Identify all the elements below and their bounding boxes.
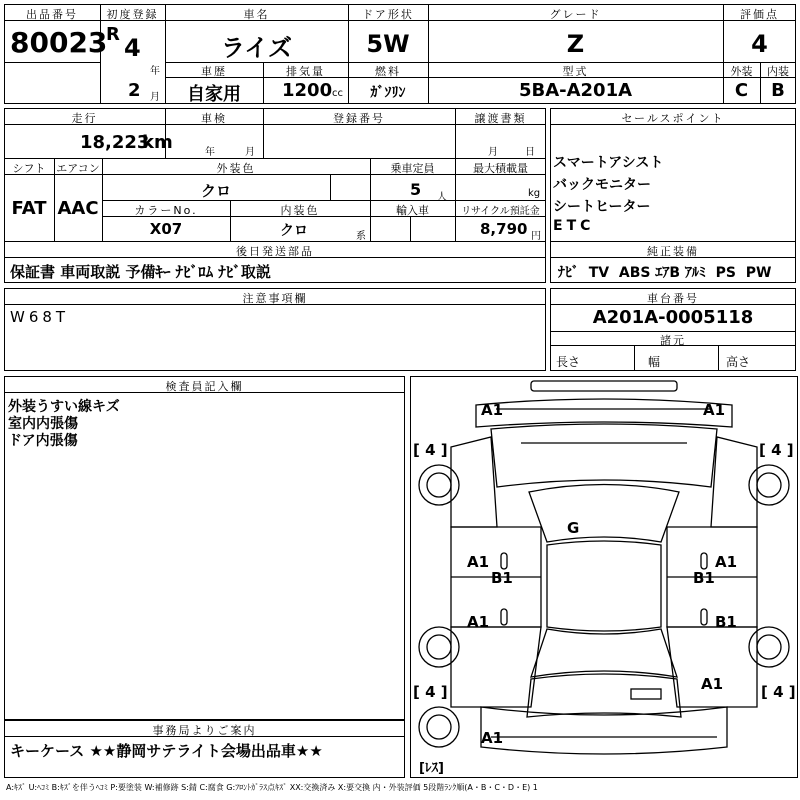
damage-mark: A1 [481, 401, 504, 419]
score-label: 評価点 [740, 8, 779, 21]
fuel-label: 燃料 [375, 65, 401, 78]
grade-label: グレード [549, 8, 602, 21]
month-unit: 月 [150, 92, 160, 103]
model: 5BA-A201A [518, 80, 633, 101]
lot-no-label: 出品番号 [26, 8, 78, 21]
tire-grade: [ 4 ] [413, 683, 448, 701]
sales-item: バックモニター [553, 177, 651, 193]
score: 4 [751, 30, 768, 58]
int-color-label: 内装色 [280, 204, 320, 217]
displacement-label: 排気量 [286, 65, 325, 78]
car-diagram [410, 376, 798, 778]
interior-label: 内装 [767, 65, 789, 78]
height-label: 高さ [726, 355, 751, 369]
era: R [106, 24, 120, 45]
capacity-label: 乗車定員 [390, 162, 435, 175]
chassis-label: 車台番号 [647, 292, 699, 305]
notes-label: 注意事項欄 [242, 292, 308, 305]
int-color: クロ [280, 223, 308, 239]
office-text: キーケース ★★静岡サテライト会場出品車★★ [10, 742, 323, 760]
mileage: 18,223 [80, 132, 150, 153]
insp-year-unit: 年 [205, 147, 215, 158]
car-name: ライズ [220, 34, 293, 62]
history-label: 車歴 [201, 65, 227, 78]
shift: FAT [11, 198, 47, 219]
fuel: ｶﾞｿﾘﾝ [370, 85, 406, 101]
equip-list: ﾅﾋﾞ TV ABS ｴｱB ｱﾙﾐ PS PW [558, 265, 772, 281]
tire-grade: [ 4 ] [761, 683, 796, 701]
inspector-line: ドア内張傷 [8, 433, 78, 449]
import-label: 輸入車 [396, 204, 429, 217]
model-label: 型式 [562, 65, 589, 78]
first-reg-label: 初度登録 [106, 8, 159, 21]
damage-mark: G [567, 519, 580, 537]
damage-mark: A1 [467, 553, 490, 571]
sales-item: ETC [553, 218, 595, 234]
color-no-label: カラーNo. [134, 204, 198, 217]
door: 5W [366, 30, 410, 58]
yen-unit: 円 [531, 231, 541, 242]
transfer-month-unit: 月 [488, 147, 498, 158]
damage-mark: A1 [715, 553, 738, 571]
kei-unit: 系 [356, 231, 366, 242]
sales-label: セールスポイント [621, 112, 725, 125]
mileage-label: 走行 [71, 112, 98, 125]
ac-label: エアコン [56, 162, 100, 175]
notes-text: W68T [10, 308, 70, 326]
history: 自家用 [187, 84, 241, 105]
displacement: 1200 [282, 80, 333, 101]
reg-no-label: 登録番号 [333, 112, 385, 125]
person-unit: 人 [437, 192, 447, 203]
cc-unit: cc [332, 88, 343, 99]
grade: Z [566, 30, 585, 58]
km-unit: km [142, 132, 173, 153]
color-no: X07 [149, 220, 183, 238]
car-name-label: 車名 [243, 8, 270, 21]
door-label: ドア形状 [362, 8, 414, 21]
lot-no: 80023 [10, 26, 108, 59]
width-label: 幅 [648, 355, 661, 369]
sales-item: シートヒーター [553, 199, 651, 215]
inspector-line: 室内内張傷 [8, 416, 78, 432]
transfer-label: 譲渡書類 [474, 112, 527, 125]
damage-mark: A1 [701, 675, 724, 693]
ac: AAC [57, 198, 99, 219]
insp-month-unit: 月 [245, 147, 255, 158]
kg-unit: kg [528, 188, 541, 199]
legend: A:ｷｽﾞ U:ﾍｺﾐ B:ｷｽﾞを伴うﾍｺﾐ P:要塗装 W:補修跡 S:錆 C:腐食 G:ﾌﾛﾝﾄｶﾞﾗｽ点ｷｽﾞ XX:交換済み X:要交換 内・外装評価 5段階ﾗﾝｸ順(A・B・C・D・E) 1 [6, 783, 538, 792]
damage-mark: A1 [467, 613, 490, 631]
car-outline-icon [411, 377, 797, 777]
shift-label: シフト [12, 162, 46, 175]
recycle-label: リサイクル預託金 [461, 206, 540, 217]
equip-label: 純正装備 [647, 245, 699, 258]
inspector-line: 外装うすい線キズ [8, 399, 120, 415]
recycle: 8,790 [480, 220, 528, 238]
later-parts: 保証書 車両取説 予備ｷｰ ﾅﾋﾞﾛﾑ ﾅﾋﾞ取説 [10, 263, 271, 281]
damage-mark: A1 [481, 729, 504, 747]
capacity: 5 [410, 180, 422, 199]
reg-month: 2 [128, 80, 141, 101]
interior-grade: B [771, 80, 785, 101]
year-unit: 年 [150, 66, 160, 77]
load-label: 最大積載量 [473, 162, 528, 175]
damage-mark: B1 [491, 569, 513, 587]
reg-year: 4 [124, 34, 141, 62]
later-label: 後日発送部品 [236, 245, 314, 258]
dims-label: 諸元 [660, 334, 686, 347]
inspector-label: 検査員記入欄 [165, 380, 244, 393]
exterior-label: 外装 [730, 65, 753, 78]
damage-mark: A1 [703, 401, 726, 419]
damage-mark: B1 [693, 569, 715, 587]
inspection-label: 車検 [201, 112, 227, 125]
damage-mark: B1 [715, 613, 737, 631]
ext-color: クロ [200, 182, 231, 200]
chassis-no: A201A-0005118 [592, 307, 754, 328]
sales-item: スマートアシスト [553, 155, 664, 171]
tire-grade: [ 4 ] [413, 441, 448, 459]
exterior-grade: C [734, 80, 749, 101]
ext-color-label: 外装色 [216, 162, 256, 175]
tire-grade: [ 4 ] [759, 441, 794, 459]
transfer-day-unit: 日 [525, 147, 535, 158]
spare-tire: [ﾚｽ] [419, 761, 444, 776]
length-label: 長さ [556, 355, 581, 369]
office-label: 事務局よりご案内 [152, 724, 257, 737]
